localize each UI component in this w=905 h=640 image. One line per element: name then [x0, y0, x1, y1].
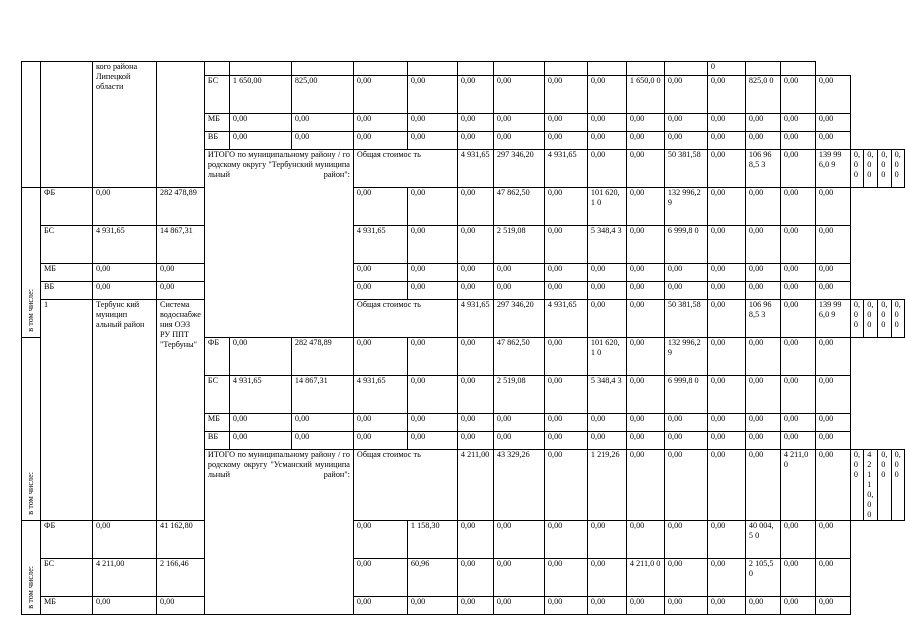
table-cell: 0,00	[780, 282, 815, 300]
table-cell: 0,00	[707, 521, 745, 559]
table-cell: 101 620,1 0	[587, 188, 626, 226]
table-cell: 0,00	[891, 150, 904, 188]
table-cell: 0,00	[544, 376, 587, 414]
table-cell: ФБ	[41, 188, 93, 226]
table-cell: 0,00	[864, 150, 878, 188]
table-cell: 4 931,65	[457, 150, 493, 188]
table-cell: 132 996,2 9	[664, 338, 707, 376]
table-cell: 0,00	[745, 597, 780, 615]
table-cell: 282 478,89	[291, 338, 353, 376]
table-cell: 0,00	[544, 414, 587, 432]
table-cell	[204, 62, 229, 76]
table-cell: 0,00	[291, 432, 353, 450]
table-cell: 101 620,1 0	[587, 338, 626, 376]
table-cell: 0,00	[407, 264, 457, 282]
table-cell: 0,00	[626, 300, 664, 338]
table-cell: 0,00	[457, 132, 493, 150]
table-cell: 106 968,5 3	[745, 300, 780, 338]
table-cell: 0,00	[815, 226, 850, 264]
table-cell: 0,00	[815, 414, 850, 432]
table-cell: 0,00	[815, 264, 850, 282]
table-cell: 0,00	[891, 450, 904, 521]
table-cell: 0,00	[707, 132, 745, 150]
table-cell: 0,00	[587, 282, 626, 300]
vertical-label: в том числе:	[26, 472, 35, 515]
table-cell: 0,00	[626, 597, 664, 615]
table-cell: 0,00	[626, 282, 664, 300]
vertical-label: в том числе:	[26, 289, 35, 332]
table-cell: 0,00	[815, 76, 850, 114]
table-cell: 0,00	[407, 76, 457, 114]
table-cell: 0,00	[544, 132, 587, 150]
table-cell: 0,00	[291, 132, 353, 150]
table-cell: 0,00	[493, 432, 544, 450]
table-cell: 0,00	[457, 114, 493, 132]
table-cell: 0,00	[587, 264, 626, 282]
table-cell: 0,00	[353, 338, 407, 376]
table-cell	[22, 62, 41, 188]
table-cell: 0,00	[626, 264, 664, 282]
table-cell: 0,00	[353, 114, 407, 132]
table-cell	[22, 521, 41, 615]
table-cell: 0,00	[93, 188, 157, 226]
table-row	[22, 559, 905, 597]
table-cell: 0,00	[745, 226, 780, 264]
table-cell: 0,00	[850, 150, 863, 188]
table-cell: 139 996,0 9	[815, 300, 850, 338]
table-cell: 41 162,80	[157, 521, 205, 559]
table-cell: 0,00	[353, 282, 407, 300]
table-cell: 0,00	[93, 282, 157, 300]
table-cell: 0,00	[878, 300, 891, 338]
table-cell: 0,00	[457, 282, 493, 300]
table-row	[22, 62, 905, 76]
table-cell	[229, 62, 291, 76]
table-cell: Общая стоимос ть	[353, 150, 457, 188]
table-cell: 0,00	[353, 132, 407, 150]
table-cell: 0,00	[229, 114, 291, 132]
table-cell: БС	[204, 76, 229, 114]
table-cell: 43 329,26	[493, 450, 544, 521]
table-cell: 4 211,0 0	[626, 559, 664, 597]
table-cell: 0,00	[407, 376, 457, 414]
table-cell: 0,00	[745, 376, 780, 414]
table-cell: 0,00	[626, 132, 664, 150]
table-cell: кого района Липецкой области	[93, 62, 157, 188]
table-row	[22, 300, 905, 338]
table-cell: 0,00	[864, 300, 878, 338]
table-cell: 0,00	[457, 264, 493, 282]
table-cell: 0,00	[745, 132, 780, 150]
table-cell: 0,00	[780, 188, 815, 226]
table-cell: 0,00	[780, 376, 815, 414]
table-cell: 0,00	[291, 114, 353, 132]
table-cell: 50 381,58	[664, 300, 707, 338]
table-cell: 0,00	[493, 414, 544, 432]
table-cell: 4 931,65	[229, 376, 291, 414]
table-cell: 4 931,65	[544, 300, 587, 338]
table-cell	[457, 62, 493, 76]
table-cell: 1 158,30	[407, 521, 457, 559]
table-cell: 0,00	[544, 188, 587, 226]
table-cell: 1 650,00	[229, 76, 291, 114]
table-cell	[291, 62, 353, 76]
table-cell: 0,00	[626, 376, 664, 414]
table-cell: 0,00	[815, 432, 850, 450]
table-cell: 0,00	[664, 450, 707, 521]
table-cell: 0,00	[780, 226, 815, 264]
table-cell	[157, 62, 205, 188]
table-cell: 0,00	[664, 597, 707, 615]
table-cell: 0,00	[664, 114, 707, 132]
table-cell: МБ	[41, 264, 93, 282]
table-cell: 0,00	[229, 338, 291, 376]
table-cell: 0,00	[493, 282, 544, 300]
table-cell: 0,00	[707, 432, 745, 450]
table-cell: 0,00	[664, 132, 707, 150]
table-cell: 0,00	[707, 76, 745, 114]
table-cell: 0,00	[780, 338, 815, 376]
table-cell: 0,00	[780, 264, 815, 282]
table-cell: 0,00	[587, 150, 626, 188]
table-cell: 47 862,50	[493, 188, 544, 226]
table-cell: 0,00	[457, 414, 493, 432]
table-cell: 0,00	[707, 114, 745, 132]
table-cell: 5 348,4 3	[587, 376, 626, 414]
table-cell: 0,00	[407, 226, 457, 264]
table-cell: 4 211,00	[93, 559, 157, 597]
table-cell: 0,00	[353, 414, 407, 432]
table-cell	[407, 62, 457, 76]
table-cell: 0,00	[457, 559, 493, 597]
table-cell: 4 211,00	[457, 450, 493, 521]
table-cell: 1 219,26	[587, 450, 626, 521]
table-cell: 0,00	[626, 521, 664, 559]
table-cell: 47 862,50	[493, 338, 544, 376]
table-cell: 4 931,65	[93, 226, 157, 264]
budget-table	[21, 61, 905, 615]
table-cell: 6 999,8 0	[664, 226, 707, 264]
table-cell: 0,00	[457, 597, 493, 615]
table-cell: 0,00	[626, 450, 664, 521]
table-cell: 0,00	[707, 300, 745, 338]
table-cell: 40 004,5 0	[745, 521, 780, 559]
table-cell	[587, 62, 626, 76]
table-cell: 1 650,0 0	[626, 76, 664, 114]
table-cell: 0,00	[780, 559, 815, 597]
table-cell	[22, 188, 41, 338]
table-cell: 0,00	[664, 559, 707, 597]
table-cell: 42 110,0 0	[864, 450, 878, 521]
table-cell: 825,0 0	[745, 76, 780, 114]
table-cell: 0,00	[780, 521, 815, 559]
table-cell: 0,00	[493, 132, 544, 150]
table-cell: 0,00	[745, 282, 780, 300]
table-cell: 0,00	[544, 114, 587, 132]
table-cell: 0,00	[664, 282, 707, 300]
table-cell: 0,00	[664, 432, 707, 450]
table-cell: 0,00	[407, 114, 457, 132]
table-cell: 5 348,4 3	[587, 226, 626, 264]
table-cell: 0,00	[353, 432, 407, 450]
table-cell: 0,00	[780, 414, 815, 432]
table-cell: 0,00	[707, 597, 745, 615]
table-cell: ФБ	[204, 338, 229, 376]
table-cell: 0,00	[745, 188, 780, 226]
table-cell: 0,00	[815, 114, 850, 132]
table-cell: 0,00	[493, 521, 544, 559]
table-cell: 0,00	[353, 521, 407, 559]
table-cell: 0,00	[544, 450, 587, 521]
table-cell: 4 211,0 0	[780, 450, 815, 521]
table-cell: БС	[41, 559, 93, 597]
table-cell: 0,00	[157, 264, 205, 282]
table-row	[22, 226, 905, 264]
table-cell: 0,00	[707, 338, 745, 376]
table-cell: 0,00	[815, 450, 850, 521]
table-cell: 0,00	[457, 376, 493, 414]
table-cell: 0,00	[780, 132, 815, 150]
table-cell: 0,00	[353, 264, 407, 282]
table-cell: 0,00	[780, 597, 815, 615]
table-cell: ФБ	[41, 521, 93, 559]
table-cell: 0,00	[587, 521, 626, 559]
table-cell: 1	[41, 300, 93, 521]
table-cell: 0,00	[626, 188, 664, 226]
table-cell: 0,00	[745, 432, 780, 450]
table-cell: 0,00	[745, 114, 780, 132]
table-cell: МБ	[41, 597, 93, 615]
table-row	[22, 597, 905, 615]
table-cell: 0,00	[353, 597, 407, 615]
table-cell: 0,00	[626, 150, 664, 188]
table-cell: 0,00	[407, 432, 457, 450]
table-cell: МБ	[204, 114, 229, 132]
table-cell	[664, 62, 707, 76]
table-cell: 0,00	[587, 300, 626, 338]
table-cell: 0,00	[664, 521, 707, 559]
table-cell: 0,00	[587, 559, 626, 597]
table-cell: 0,00	[407, 414, 457, 432]
vertical-label: в том числе:	[26, 566, 35, 609]
table-cell: 0,00	[815, 597, 850, 615]
table-cell: 0,00	[626, 414, 664, 432]
table-cell	[493, 62, 544, 76]
table-cell: 0,00	[626, 114, 664, 132]
table-cell: 0,00	[815, 521, 850, 559]
table-cell: 0,00	[353, 559, 407, 597]
table-cell: 4 931,65	[544, 150, 587, 188]
table-cell: 2 105,5 0	[745, 559, 780, 597]
table-cell: 0,00	[780, 114, 815, 132]
table-cell: 0,00	[493, 597, 544, 615]
table-cell: 0,00	[587, 114, 626, 132]
table-cell: 0,00	[587, 432, 626, 450]
table-cell: 0,00	[229, 414, 291, 432]
table-cell: 0,00	[353, 188, 407, 226]
table-cell: 0,00	[229, 432, 291, 450]
table-cell: 14 867,31	[291, 376, 353, 414]
table-cell: 139 996,0 9	[815, 150, 850, 188]
table-cell: 0,00	[745, 414, 780, 432]
table-cell: 0,00	[493, 114, 544, 132]
table-cell: 0,00	[457, 188, 493, 226]
table-cell: 0,00	[544, 521, 587, 559]
table-cell: 0,00	[707, 282, 745, 300]
table-cell: 2 519,08	[493, 376, 544, 414]
table-cell: 0,00	[745, 450, 780, 521]
table-cell: ИТОГО по муниципальному району / городскому округу "Усманский муниципальный район":	[204, 450, 353, 615]
table-cell: 0,00	[493, 559, 544, 597]
table-cell: 297 346,20	[493, 300, 544, 338]
table-cell: 0,00	[815, 282, 850, 300]
table-cell: 0,00	[544, 226, 587, 264]
table-cell: 297 346,20	[493, 150, 544, 188]
table-cell: 0,00	[407, 597, 457, 615]
table-cell: 0,00	[626, 432, 664, 450]
table-cell: ВБ	[204, 432, 229, 450]
table-cell: 0,00	[707, 150, 745, 188]
table-cell: 0,00	[93, 264, 157, 282]
table-cell: 0,00	[407, 132, 457, 150]
table-cell: 0,00	[544, 597, 587, 615]
table-cell: 0,00	[815, 338, 850, 376]
table-cell	[22, 338, 41, 521]
table-cell: 0,00	[457, 432, 493, 450]
table-cell: МБ	[204, 414, 229, 432]
table-cell: 0,00	[891, 300, 904, 338]
table-cell: 0,00	[707, 188, 745, 226]
table-cell: ВБ	[204, 132, 229, 150]
table-cell: БС	[41, 226, 93, 264]
table-cell: 0,00	[707, 559, 745, 597]
table-cell: 0,00	[780, 150, 815, 188]
table-cell: 50 381,58	[664, 150, 707, 188]
table-cell: 0,00	[93, 521, 157, 559]
table-cell: 0,00	[780, 76, 815, 114]
table-cell: 0,00	[707, 450, 745, 521]
table-cell: 0,00	[626, 338, 664, 376]
table-cell	[41, 62, 93, 188]
table-cell: 0,00	[707, 226, 745, 264]
table-cell: 4 931,65	[353, 226, 407, 264]
table-cell: 0,00	[407, 282, 457, 300]
table-cell: 0,00	[457, 76, 493, 114]
table-cell: 0,00	[850, 450, 863, 521]
table-cell: Тербунс кий муницип альный район	[93, 300, 157, 521]
table-cell: 2 519,08	[493, 226, 544, 264]
table-cell: 0,00	[157, 597, 205, 615]
table-cell: ВБ	[41, 282, 93, 300]
table-cell: 132 996,2 9	[664, 188, 707, 226]
table-cell: 0,00	[544, 282, 587, 300]
table-cell: 0,00	[229, 132, 291, 150]
table-cell: 0,00	[780, 432, 815, 450]
table-cell: 0,00	[780, 300, 815, 338]
table-cell: 0,00	[587, 597, 626, 615]
table-cell: Система водоснабже ния ОЭЗ РУ ППТ "Тербуны"	[157, 300, 205, 521]
table-cell: 0,00	[745, 264, 780, 282]
table-cell: 2 166,46	[157, 559, 205, 597]
table-cell: 0,00	[457, 226, 493, 264]
table-cell: 0,00	[544, 264, 587, 282]
table-cell: Общая стоимос ть	[353, 300, 457, 338]
table-cell: 0,00	[664, 414, 707, 432]
table-cell	[544, 62, 587, 76]
table-cell: 0,00	[407, 338, 457, 376]
table-cell	[353, 62, 407, 76]
table-cell	[780, 62, 815, 76]
table-cell: 0	[707, 62, 745, 76]
table-cell: 0,00	[291, 414, 353, 432]
table-cell: 0,00	[544, 559, 587, 597]
table-cell: 0,00	[93, 597, 157, 615]
table-cell	[626, 62, 664, 76]
table-cell: 0,00	[457, 338, 493, 376]
table-row	[22, 521, 905, 559]
table-row	[22, 188, 905, 226]
table-cell: 0,00	[707, 376, 745, 414]
table-cell: ИТОГО по муниципальному району / городскому округу "Тербунский муниципальный район":	[204, 150, 353, 338]
table-cell: 0,00	[878, 450, 891, 521]
table-cell: 0,00	[707, 414, 745, 432]
table-cell: 0,00	[157, 282, 205, 300]
table-cell: 0,00	[587, 76, 626, 114]
table-cell: 6 999,8 0	[664, 376, 707, 414]
table-cell: 0,00	[850, 300, 863, 338]
table-cell: 0,00	[544, 338, 587, 376]
table-cell: 0,00	[407, 188, 457, 226]
table-cell: 106 968,5 3	[745, 150, 780, 188]
table-cell: 4 931,65	[353, 376, 407, 414]
table-cell: 0,00	[815, 559, 850, 597]
table-cell: БС	[204, 376, 229, 414]
table-cell: 60,96	[407, 559, 457, 597]
table-cell: 0,00	[745, 338, 780, 376]
table-cell: 0,00	[353, 76, 407, 114]
table-cell: 0,00	[664, 76, 707, 114]
table-cell: 282 478,89	[157, 188, 205, 226]
table-cell: 14 867,31	[157, 226, 205, 264]
table-cell: 0,00	[587, 414, 626, 432]
table-cell: 0,00	[664, 264, 707, 282]
table-cell: 0,00	[493, 264, 544, 282]
table-cell: 0,00	[878, 150, 891, 188]
table-cell: 0,00	[457, 521, 493, 559]
table-cell: 0,00	[626, 226, 664, 264]
table-cell: 0,00	[815, 188, 850, 226]
table-cell: 0,00	[544, 76, 587, 114]
table-cell: 0,00	[587, 132, 626, 150]
table-cell: 4 931,65	[457, 300, 493, 338]
table-cell: 0,00	[707, 264, 745, 282]
table-cell: 0,00	[815, 132, 850, 150]
table-cell: 0,00	[493, 76, 544, 114]
table-cell: Общая стоимос ть	[353, 450, 457, 521]
table-cell	[745, 62, 780, 76]
table-cell: 825,00	[291, 76, 353, 114]
table-cell: 0,00	[815, 376, 850, 414]
table-cell: 0,00	[544, 432, 587, 450]
table-row	[22, 282, 905, 300]
table-row	[22, 264, 905, 282]
